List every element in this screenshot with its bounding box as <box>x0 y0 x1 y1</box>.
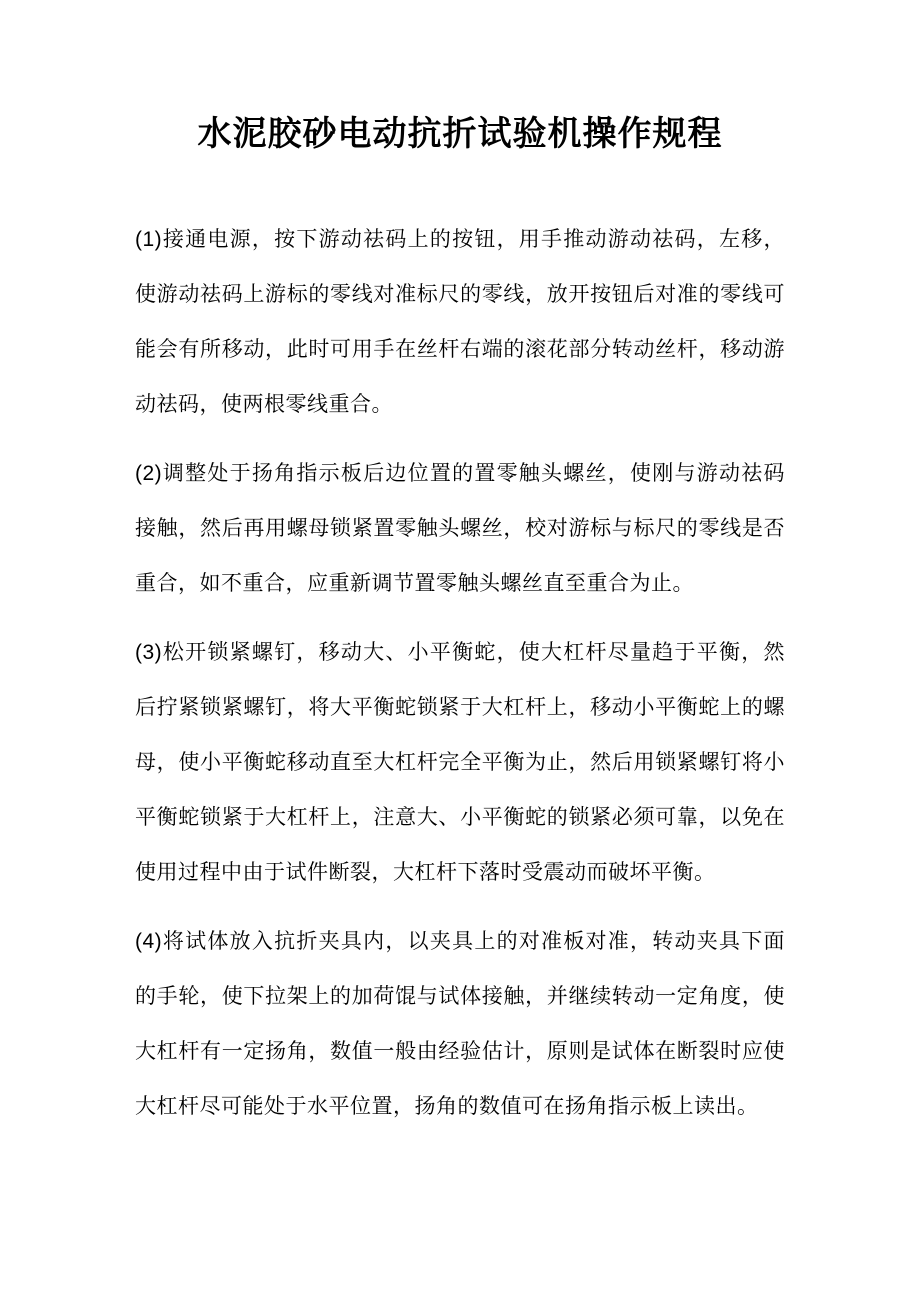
paragraph-step-4: (4)将试体放入抗折夹具内，以夹具上的对准板对准，转动夹具下面的手轮，使下拉架上的加荷馄与试体接触，并继续转动一定角度，使大杠杆有一定扬角，数值一般由经验估计，原则是试体在断裂时应使大杠杆尽可能处于水平位置，扬角的数值可在扬角指示板上读出。 <box>135 930 785 1119</box>
paragraph-step-2: (2)调整处于扬角指示板后边位置的置零触头螺丝，使刚与游动祛码接触，然后再用螺母锁紧置零触头螺丝，校对游标与标尺的零线是否重合，如不重合，应重新调节置零触头螺丝直至重合为止。 <box>135 462 785 596</box>
paragraph-step-3: (3)松开锁紧螺钉，移动大、小平衡蛇，使大杠杆尽量趋于平衡，然后拧紧锁紧螺钉，将大平衡蛇锁紧于大杠杆上，移动小平衡蛇上的螺母，使小平衡蛇移动直至大杠杆完全平衡为止，然后用锁紧螺钉将小平衡蛇锁紧于大杠杆上，注意大、小平衡蛇的锁紧必须可靠，以免在使用过程中由于试件断裂，大杠杆下落时受震动而破坏平衡。 <box>135 641 785 885</box>
document-title: 水泥胶砂电动抗折试验机操作规程 <box>197 115 723 153</box>
paragraph-step-1: (1)接通电源，按下游动祛码上的按钮，用手推动游动祛码，左移，使游动祛码上游标的零线对准标尺的零线，放开按钮后对准的零线可能会有所移动，此时可用手在丝杆右端的滚花部分转动丝杆，移动游动祛码，使两根零线重合。 <box>135 228 785 417</box>
